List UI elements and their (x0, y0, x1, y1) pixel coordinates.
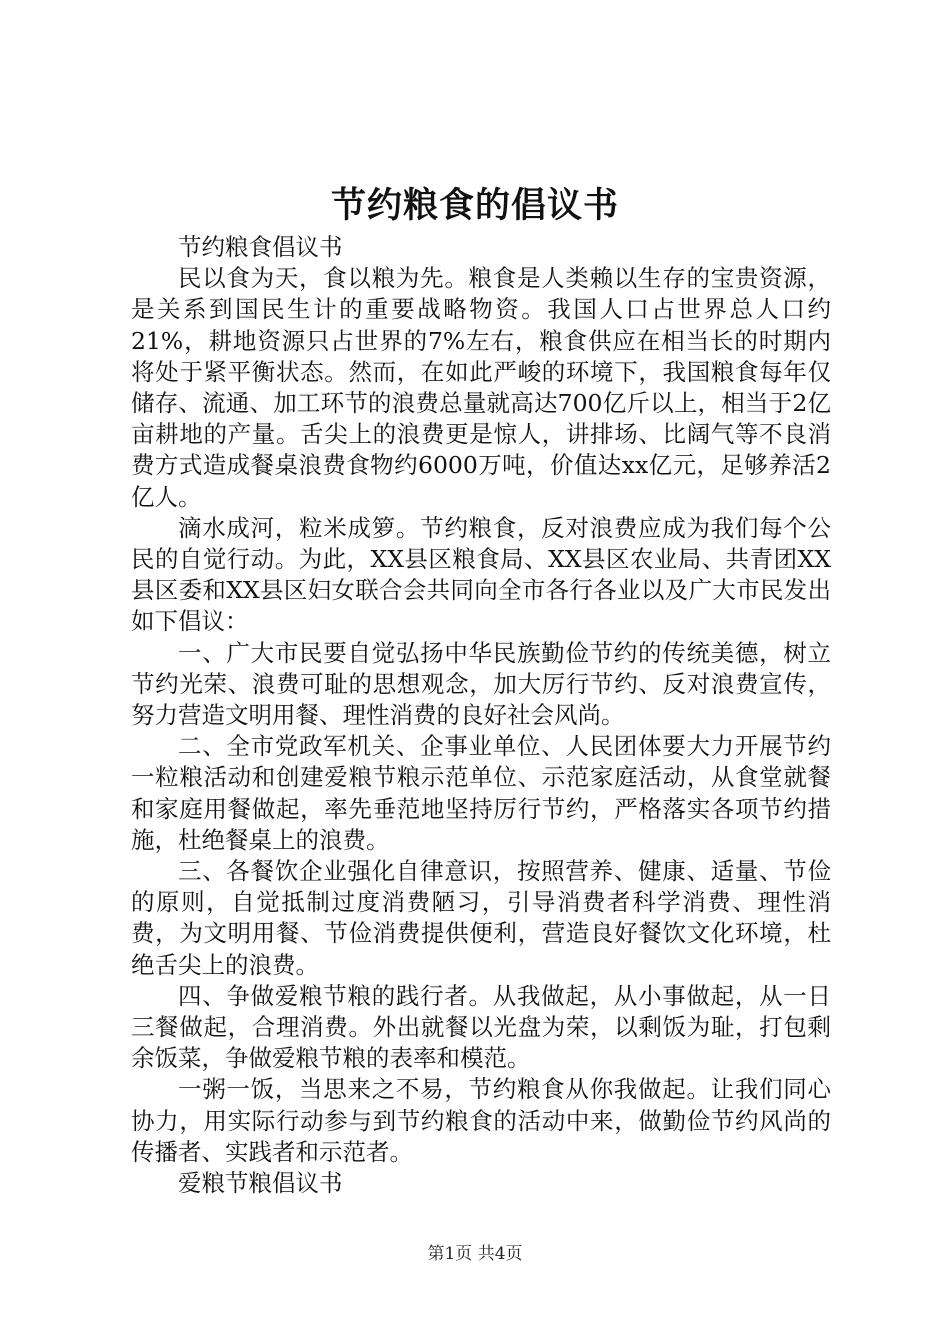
proposal-4-paragraph: 四、争做爱粮节粮的践行者。从我做起，从小事做起，从一日三餐做起，合理消费。外出就餐以光盘为荣，以剩饭为耻，打包剩余饭菜，争做爱粮节粮的表率和模范。 (131, 981, 831, 1073)
intro-paragraph: 民以食为天，食以粮为先。粮食是人类赖以生存的宝贵资源，是关系到国民生计的重要战略物资。我国人口占世界总人口约21%，耕地资源只占世界的7%左右，粮食供应在相当长的时期内将处于紧平衡状态。然而，在如此严峻的环境下，我国粮食每年仅储存、流通、加工环节的浪费总量就高达700亿斤以上，相当于2亿亩耕地的产量。舌尖上的浪费更是惊人，讲排场、比阔气等不良消费方式造成餐桌浪费食物约6000万吨，价值达xx亿元，足够养活2亿人。 (131, 264, 831, 511)
call-paragraph: 滴水成河，粒米成箩。节约粮食，反对浪费应成为我们每个公民的自觉行动。为此，XX县区粮食局、XX县区农业局、共青团XX县区委和XX县区妇女联合会共同向全市各行各业以及广大市民发出如下倡议： (131, 513, 831, 636)
next-section-heading: 爱粮节粮倡议书 (178, 1169, 343, 1198)
subtitle-paragraph: 节约粮食倡议书 (178, 233, 343, 261)
document-title: 节约粮食的倡议书 (330, 185, 619, 226)
document-body (131, 232, 831, 1199)
proposal-2-paragraph: 二、全市党政军机关、企事业单位、人民团体要大力开展节约一粒粮活动和创建爱粮节粮示范单位、示范家庭活动，从食堂就餐和家庭用餐做起，率先垂范地坚持厉行节约，严格落实各项节约措施，杜绝餐桌上的浪费。 (131, 732, 831, 854)
closing-paragraph: 一粥一饭，当思来之不易，节约粮食从你我做起。让我们同心协力，用实际行动参与到节约粮食的活动中来，做勤俭节约风尚的传播者、实践者和示范者。 (131, 1075, 831, 1166)
proposal-3-paragraph: 三、各餐饮企业强化自律意识，按照营养、健康、适量、节俭的原则，自觉抵制过度消费陋习，引导消费者科学消费、理性消费，为文明用餐、节俭消费提供便利，营造良好餐饮文化环境，杜绝舌尖上的浪费。 (131, 857, 831, 979)
page-number: 第1页 共4页 (427, 1244, 523, 1264)
proposal-1-paragraph: 一、广大市民要自觉弘扬中华民族勤俭节约的传统美德，树立节约光荣、浪费可耻的思想观念，加大厉行节约、反对浪费宣传，努力营造文明用餐、理性消费的良好社会风尚。 (131, 638, 831, 730)
